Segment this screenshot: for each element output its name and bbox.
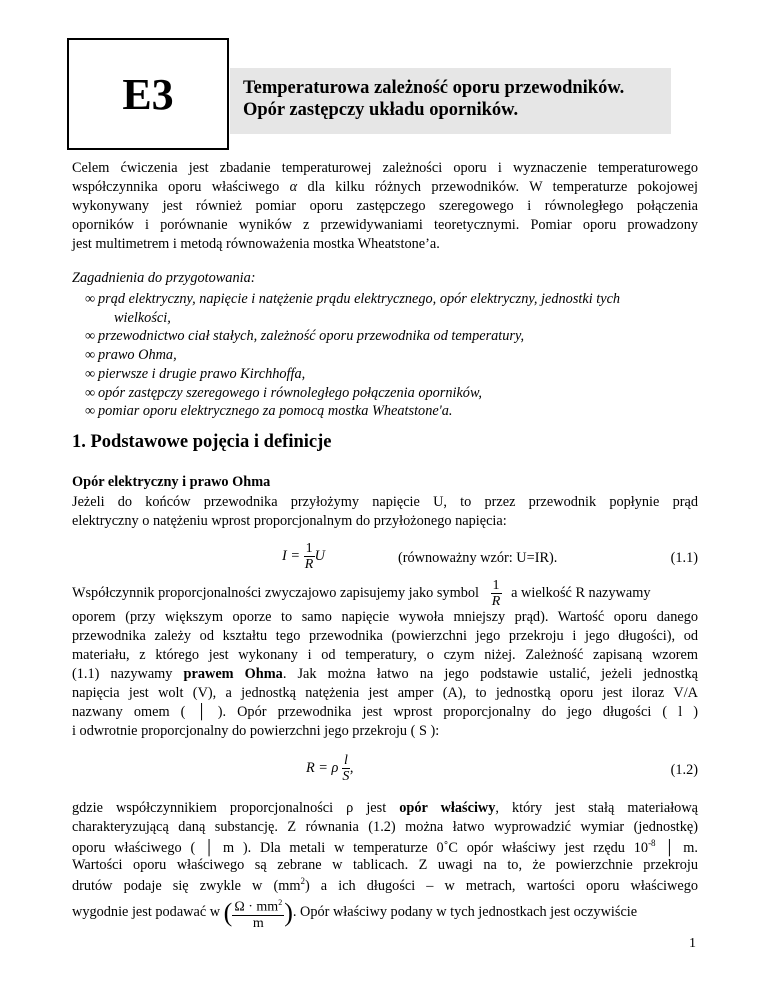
topic-item: ∞ pomiar oporu elektrycznego za pomocą mostka Wheatstone'a. (72, 402, 692, 421)
fraction: $\frac{1}{R}$ (491, 578, 501, 609)
intro-line-4: oporników i porównanie wyników z przewidywaniami teoretycznymi. Pomiar oporu prowadzony (72, 217, 698, 233)
fraction: $\frac{1}{R}$ (304, 541, 314, 572)
equation-number: (1.1) (670, 550, 698, 566)
paragraph-line: charakteryzującą daną substancję. Z równania (1.2) można łatwo wyprowadzić wymiar (jednostkę) (72, 819, 698, 835)
topic-item: ∞ przewodnictwo ciał stałych, zależność oporu przewodnika od temperatury, (72, 327, 692, 346)
equation-number: (1.2) (670, 762, 698, 778)
topic-item: ∞ prawo Ohma, (72, 346, 692, 365)
experiment-code: E3 (67, 38, 229, 150)
paragraph-line: gdzie współczynnikiem proporcjonalności ρ jest opór właściwy, który jest stałą materiałową (72, 800, 698, 816)
equation-1-2: R = ρ $\frac{l}{S}$ , (306, 753, 354, 784)
paragraph-line: Wartości oporu właściwego są zebrane w tablicach. Z uwagi na to, że powierzchnie przekroju (72, 857, 698, 873)
paragraph-line: (1.1) nazywamy prawem Ohma. Jak można łatwo na jego podstawie ustalić, jeżeli jednostką (72, 666, 698, 682)
intro-line-5: jest multimetrem i metodą równoważenia mostka Wheatstone’a. (72, 236, 440, 252)
section-heading: 1. Podstawowe pojęcia i definicje (72, 432, 332, 452)
document-title (230, 68, 671, 134)
paragraph-line: wygodnie jest podawać w ( $\frac{\Omega \cdot mm^2}{m}$ ). Opór właściwy podany w tych jednostkach jest oczywiście (72, 895, 637, 931)
equation-note: (równoważny wzór: U=IR). (398, 550, 558, 566)
paragraph-line: Jeżeli do końców przewodnika przyłożymy napięcie U, to przez przewodnik popłynie prąd (72, 494, 698, 510)
paragraph-line: oporu właściwego ( │ m ). Dla metali w temperaturze 0˚C opór właściwy jest rzędu $10^{-8}$ │ m. (72, 838, 698, 856)
equation-1-1: I = $\frac{1}{R}$ U (282, 541, 325, 572)
paragraph-line: przewodnika zależy od kształtu tego przewodnika (powierzchni jego przekroju i jego długości), od (72, 628, 698, 644)
subsection-heading: Opór elektryczny i prawo Ohma (72, 474, 271, 490)
fraction: $\frac{l}{S}$ (342, 753, 350, 784)
paragraph-line: materiału, z którego jest wykonany i od temperatury, o czym niżej. Zależność zapisaną wzorem (72, 647, 698, 663)
page-number: 1 (689, 936, 696, 951)
intro-line-3: wykonywany jest również pomiar oporu zastępczego szeregowego i równoległego połączenia (72, 198, 698, 214)
topic-item: ∞ opór zastępczy szeregowego i równoległego połączenia oporników, (72, 384, 692, 403)
paragraph-line: elektryczny o natężeniu wprost proporcjonalnym do przyłożonego napięcia: (72, 513, 507, 529)
paragraph-line: i odwrotnie proporcjonalny do powierzchni jego przekroju ( S ): (72, 723, 440, 739)
title-line-2: Opór zastępczy układu oporników. (243, 100, 519, 120)
topic-item: ∞ pierwsze i drugie prawo Kirchhoffa, (72, 365, 692, 384)
topic-item-continuation: wielkości, (114, 309, 171, 326)
topics-list (72, 290, 692, 421)
unit-fraction: $\frac{\Omega \cdot mm^2}{m}$ (232, 895, 284, 931)
paragraph-line: Współczynnik proporcjonalności zwyczajowo zapisujemy jako symbol $\frac{1}{R}$ a wielkość R nazywamy (72, 578, 651, 609)
topic-item: ∞ prąd elektryczny, napięcie i natężenie prądu elektrycznego, opór elektryczny, jednostki tych (72, 290, 692, 309)
paragraph-line: nazwany omem ( │ ). Opór przewodnika jest wprost proporcjonalny do jego długości ( l ) (72, 704, 698, 720)
paragraph-line: napięcia jest wolt (V), a jednostką natężenia jest amper (A), to jednostką oporu jest iloraz V/A (72, 685, 698, 701)
intro-line-2: współczynnika oporu właściwego α dla kilku różnych przewodników. W temperaturze pokojowej (72, 179, 698, 195)
paragraph-line: drutów podaje się zwykle w $(mm^2)$ a ich długości – w metrach, wartości oporu właściwego (72, 876, 698, 894)
title-line-1: Temperaturowa zależność oporu przewodników. (243, 78, 625, 98)
topics-heading: Zagadnienia do przygotowania: (72, 270, 256, 286)
paragraph-line: oporem (przy większym oporze to samo napięcie wywoła mniejszy prąd). Wartość oporu danego (72, 609, 698, 625)
intro-line-1: Celem ćwiczenia jest zbadanie temperaturowej zależności oporu i wyznaczenie temperaturowego (72, 160, 698, 176)
